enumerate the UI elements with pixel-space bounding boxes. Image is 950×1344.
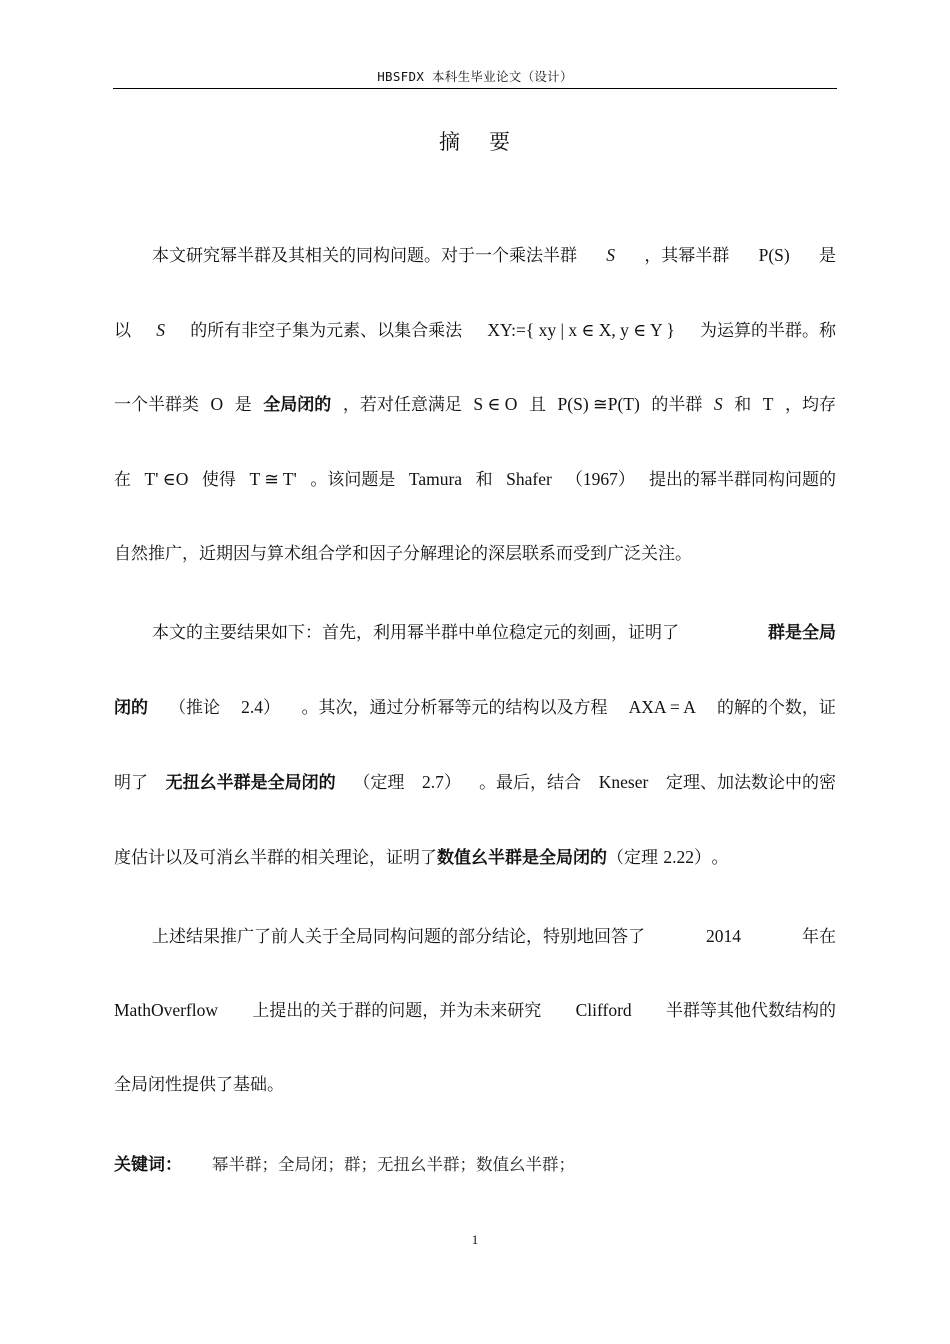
text-run: 。其次，通过分析幂等元的结构以及方程 bbox=[301, 698, 608, 718]
text-run: 在 bbox=[114, 470, 131, 490]
math-run: S bbox=[606, 245, 616, 265]
math-run: XY:={ xy | x ∈ X, y ∈ Y } bbox=[487, 320, 675, 340]
text-run: 使得 bbox=[201, 470, 236, 490]
text-run: （推论 bbox=[169, 698, 221, 718]
text-run: 的半群 bbox=[651, 395, 703, 415]
latin-run: （1967） bbox=[565, 469, 636, 489]
math-run: P(S) ≅P(T) bbox=[557, 394, 640, 414]
math-run: T bbox=[762, 394, 774, 414]
math-run: T ≅ T' bbox=[249, 469, 297, 489]
text-run: 自然推广，近期因与算术组合学和因子分解理论的深层联系而受到广泛关注。 bbox=[114, 544, 692, 564]
text-run: 提出的幂半群同构问题的 bbox=[648, 470, 836, 490]
latin-run: Shafer bbox=[506, 469, 552, 489]
latin-run: 2.4） bbox=[241, 697, 281, 717]
text-run: 全局闭性提供了基础。 bbox=[114, 1075, 284, 1095]
emphasis-run: 无扭幺半群是全局闭的 bbox=[165, 773, 336, 793]
abstract-line-6 bbox=[152, 618, 836, 648]
math-run: S bbox=[713, 394, 723, 414]
abstract-line-3 bbox=[114, 389, 836, 419]
abstract-title bbox=[0, 126, 950, 156]
abstract-line-10 bbox=[152, 921, 836, 951]
text-run: 。最后，结合 bbox=[479, 773, 582, 793]
text-run: 和 bbox=[475, 470, 493, 490]
text-run: 本文的主要结果如下：首先，利用幂半群中单位稳定元的刻画，证明了 bbox=[152, 623, 679, 643]
abstract-line-4 bbox=[114, 464, 836, 494]
text-run: （定理 bbox=[607, 848, 658, 868]
latin-run: 2.22） bbox=[663, 847, 712, 867]
text-run: （定理 bbox=[353, 773, 405, 793]
abstract-line-9 bbox=[114, 842, 836, 872]
math-run: P(S) bbox=[758, 245, 790, 265]
abstract-line-7 bbox=[114, 692, 836, 722]
text-run: 和 bbox=[734, 395, 752, 415]
emphasis-run: 闭的 bbox=[114, 698, 148, 718]
running-header: HBSFDX 本科生毕业论文（设计） bbox=[113, 67, 837, 89]
abstract-line-1 bbox=[152, 240, 836, 270]
text-run: 的解的个数，证 bbox=[716, 698, 836, 718]
latin-run: Clifford bbox=[575, 1000, 632, 1020]
text-run: 明了 bbox=[114, 773, 148, 793]
text-run: 半群等其他代数结构的 bbox=[665, 1001, 836, 1021]
abstract-line-5 bbox=[114, 539, 836, 569]
abstract-line-12 bbox=[114, 1070, 836, 1100]
text-run: 上提出的关于群的问题，并为未来研究 bbox=[252, 1001, 542, 1021]
latin-run: Kneser bbox=[598, 772, 649, 792]
title-char-2: 要 bbox=[489, 130, 511, 154]
math-run: T' ∈O bbox=[144, 469, 189, 489]
emphasis-run: 群是全局 bbox=[768, 623, 836, 643]
text-run: 为运算的半群。称 bbox=[699, 321, 836, 341]
text-run: 度估计以及可消幺半群的相关理论，证明了 bbox=[114, 848, 437, 868]
text-run: 以 bbox=[114, 321, 131, 341]
text-run: 本文研究幂半群及其相关的同构问题。对于一个乘法半群 bbox=[152, 246, 577, 266]
text-run: 的所有非空子集为元素、以集合乘法 bbox=[190, 321, 463, 341]
latin-run: MathOverflow bbox=[114, 1000, 219, 1020]
math-run: S ∈ O bbox=[473, 394, 518, 414]
text-run: 。 bbox=[711, 848, 729, 868]
text-run: ，均存 bbox=[784, 395, 836, 415]
abstract-line-8 bbox=[114, 767, 836, 797]
title-char-1: 摘 bbox=[439, 130, 461, 154]
keywords-label: 关键词： bbox=[114, 1155, 182, 1175]
page-number: 1 bbox=[471, 1232, 479, 1247]
abstract-line-11 bbox=[114, 995, 836, 1025]
math-run: O bbox=[210, 394, 224, 414]
abstract-line-2 bbox=[114, 315, 836, 345]
keywords-values: 幂半群；全局闭；群；无扭幺半群；数值幺半群； bbox=[212, 1155, 575, 1174]
latin-run: 2014 bbox=[706, 926, 741, 946]
text-run: 上述结果推广了前人关于全局同构问题的部分结论，特别地回答了 bbox=[152, 927, 645, 947]
text-run: 定理、加法数论中的密 bbox=[665, 773, 836, 793]
math-run: S bbox=[156, 320, 165, 340]
text-run: 是 bbox=[819, 246, 836, 266]
latin-run: Tamura bbox=[408, 469, 463, 489]
text-run: 年在 bbox=[802, 927, 836, 947]
math-run: AXA = A bbox=[628, 697, 696, 717]
text-run: 一个半群类 bbox=[114, 395, 199, 415]
text-run: ，其幂半群 bbox=[644, 246, 730, 266]
latin-run: 2.7） bbox=[422, 772, 462, 792]
emphasis-run: 数值幺半群是全局闭的 bbox=[437, 848, 607, 868]
text-run: 。该问题是 bbox=[310, 470, 396, 490]
text-run: 且 bbox=[529, 395, 546, 415]
text-run: ，若对任意满足 bbox=[342, 395, 462, 415]
text-run: 是 bbox=[234, 395, 252, 415]
emphasis-run: 全局闭的 bbox=[263, 395, 332, 415]
